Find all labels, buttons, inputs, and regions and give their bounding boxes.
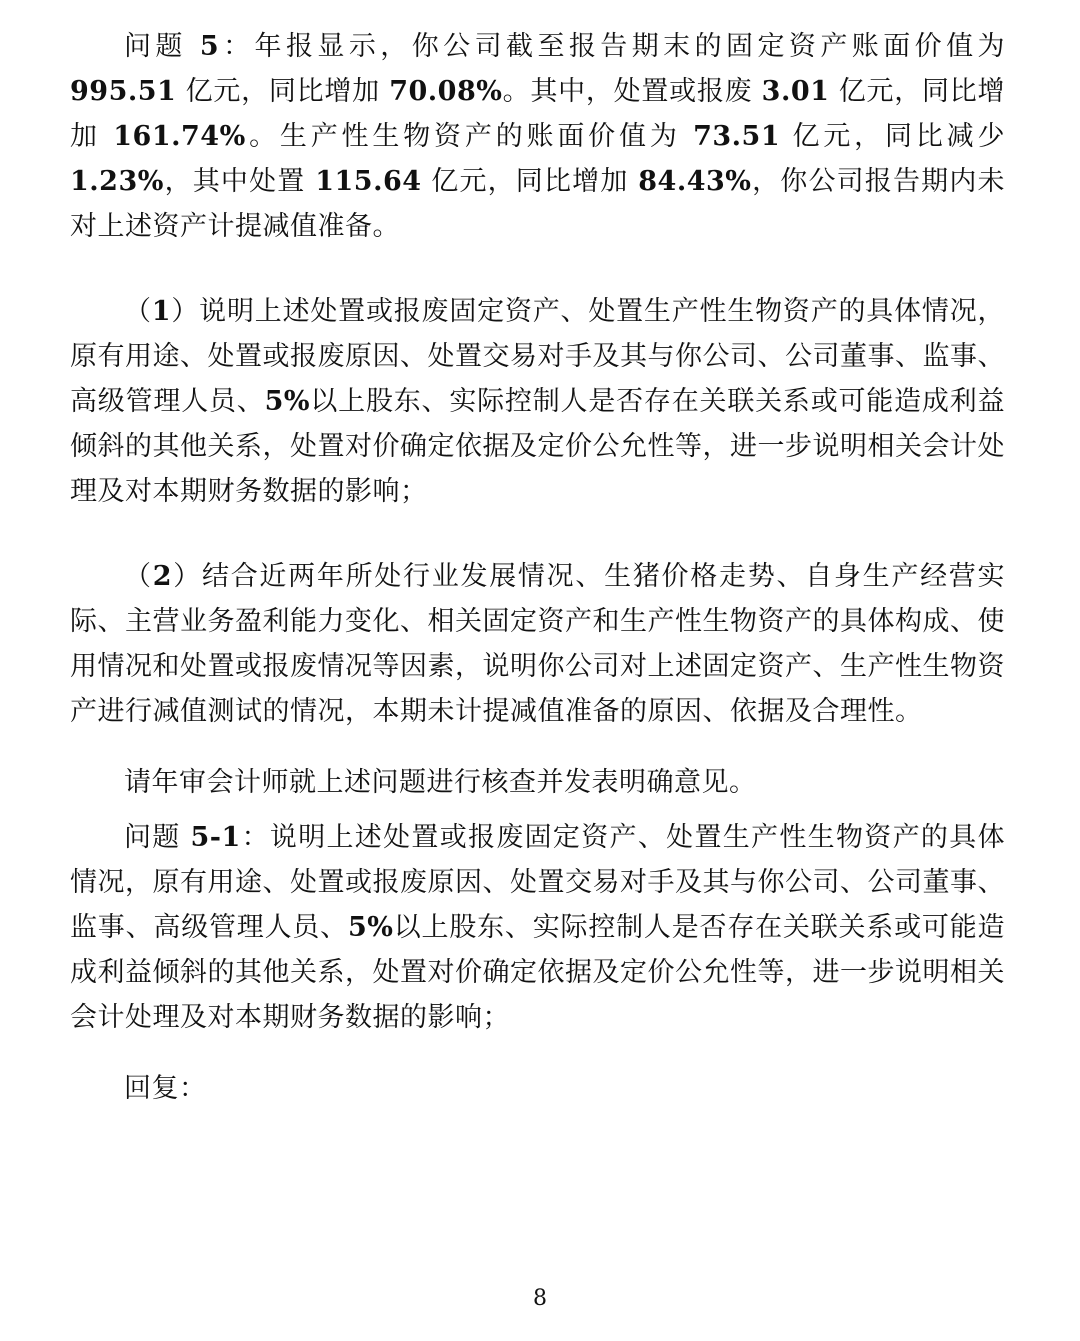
spacer (70, 805, 1005, 815)
page-number: 8 (533, 1286, 547, 1311)
question-number: 5 (199, 31, 220, 62)
text-segment: ）结合近两年所处行业发展情况、生猪价格走势、自身生产经营实际、主营业务盈利能力变化、相关固定资产和生产性生物资产的具体构成、使用情况和处置或报废情况等因素，说明你公司对上述固定资产、生产性生物资产进行减值测试的情况，本期未计提减值准备的原因、依据及合理性。 (70, 561, 1006, 727)
shareholder-threshold: 5% (264, 386, 311, 417)
item-2-paragraph (70, 554, 1005, 734)
fixed-asset-value: 995.51 (70, 76, 177, 107)
text-segment: 问题 (124, 822, 191, 853)
bio-disposal-value: 115.64 (315, 166, 422, 197)
text-segment: 以上股东、实际控制人是否存在关联关系或可能造成利益倾斜的其他关系，处置对价确定依据及定价公允性等，进一步说明相关会计处理及对本期财务数据的影响； (70, 912, 1005, 1033)
text-segment: 亿元，同比增加 (70, 76, 1005, 152)
question-5-1-paragraph (70, 815, 1005, 1040)
bio-asset-decrease: 1.23% (70, 166, 164, 197)
text-segment: 亿元，同比增加 (421, 166, 639, 197)
disposal-growth: 161.74% (113, 121, 246, 152)
spacer (70, 734, 1005, 760)
disposal-value: 3.01 (761, 76, 830, 107)
text-segment: ：年报显示，你公司截至报告期末的固定资产账面价值为 (219, 31, 1005, 62)
text-segment: 亿元，同比增加 (176, 76, 390, 107)
bio-asset-value: 73.51 (693, 121, 781, 152)
text-segment: 问题 (124, 31, 200, 62)
text-segment: ，你公司报告期内未对上述资产计提减值准备。 (70, 166, 1005, 242)
item-number: 1 (151, 296, 172, 327)
auditor-request-paragraph: 请年审会计师就上述问题进行核查并发表明确意见。 (124, 767, 757, 798)
reply-label: 回复： (124, 1073, 207, 1104)
fixed-asset-growth: 70.08% (389, 76, 503, 107)
bio-disposal-growth: 84.43% (638, 166, 752, 197)
question-5-paragraph (70, 24, 1005, 249)
shareholder-threshold: 5% (347, 912, 394, 943)
item-1-paragraph (70, 289, 1005, 514)
question-number: 5-1 (190, 822, 241, 853)
text-segment: 。生产性生物资产的账面价值为 (245, 121, 694, 152)
spacer (70, 249, 1005, 289)
spacer (70, 1040, 1005, 1066)
text-segment: ）说明上述处置或报废固定资产、处置生产性生物资产的具体情况，原有用途、处置或报废原因、处置交易对手及其与你公司、公司董事、监事、高级管理人员、 (70, 296, 1005, 417)
text-segment: 亿元，同比减少 (780, 121, 1005, 152)
text-segment: （ (124, 561, 153, 592)
text-segment: ：说明上述处置或报废固定资产、处置生产性生物资产的具体情况，原有用途、处置或报废原因、处置交易对手及其与你公司、公司董事、监事、高级管理人员、 (70, 822, 1005, 943)
text-segment: 以上股东、实际控制人是否存在关联关系或可能造成利益倾斜的其他关系，处置对价确定依据及定价公允性等，进一步说明相关会计处理及对本期财务数据的影响； (70, 386, 1006, 507)
text-segment: （ (124, 296, 152, 327)
text-segment: ，其中处置 (163, 166, 316, 197)
spacer (70, 514, 1005, 554)
item-number: 2 (152, 561, 173, 592)
text-segment: 。其中，处置或报废 (502, 76, 762, 107)
document-page (70, 24, 1005, 1111)
